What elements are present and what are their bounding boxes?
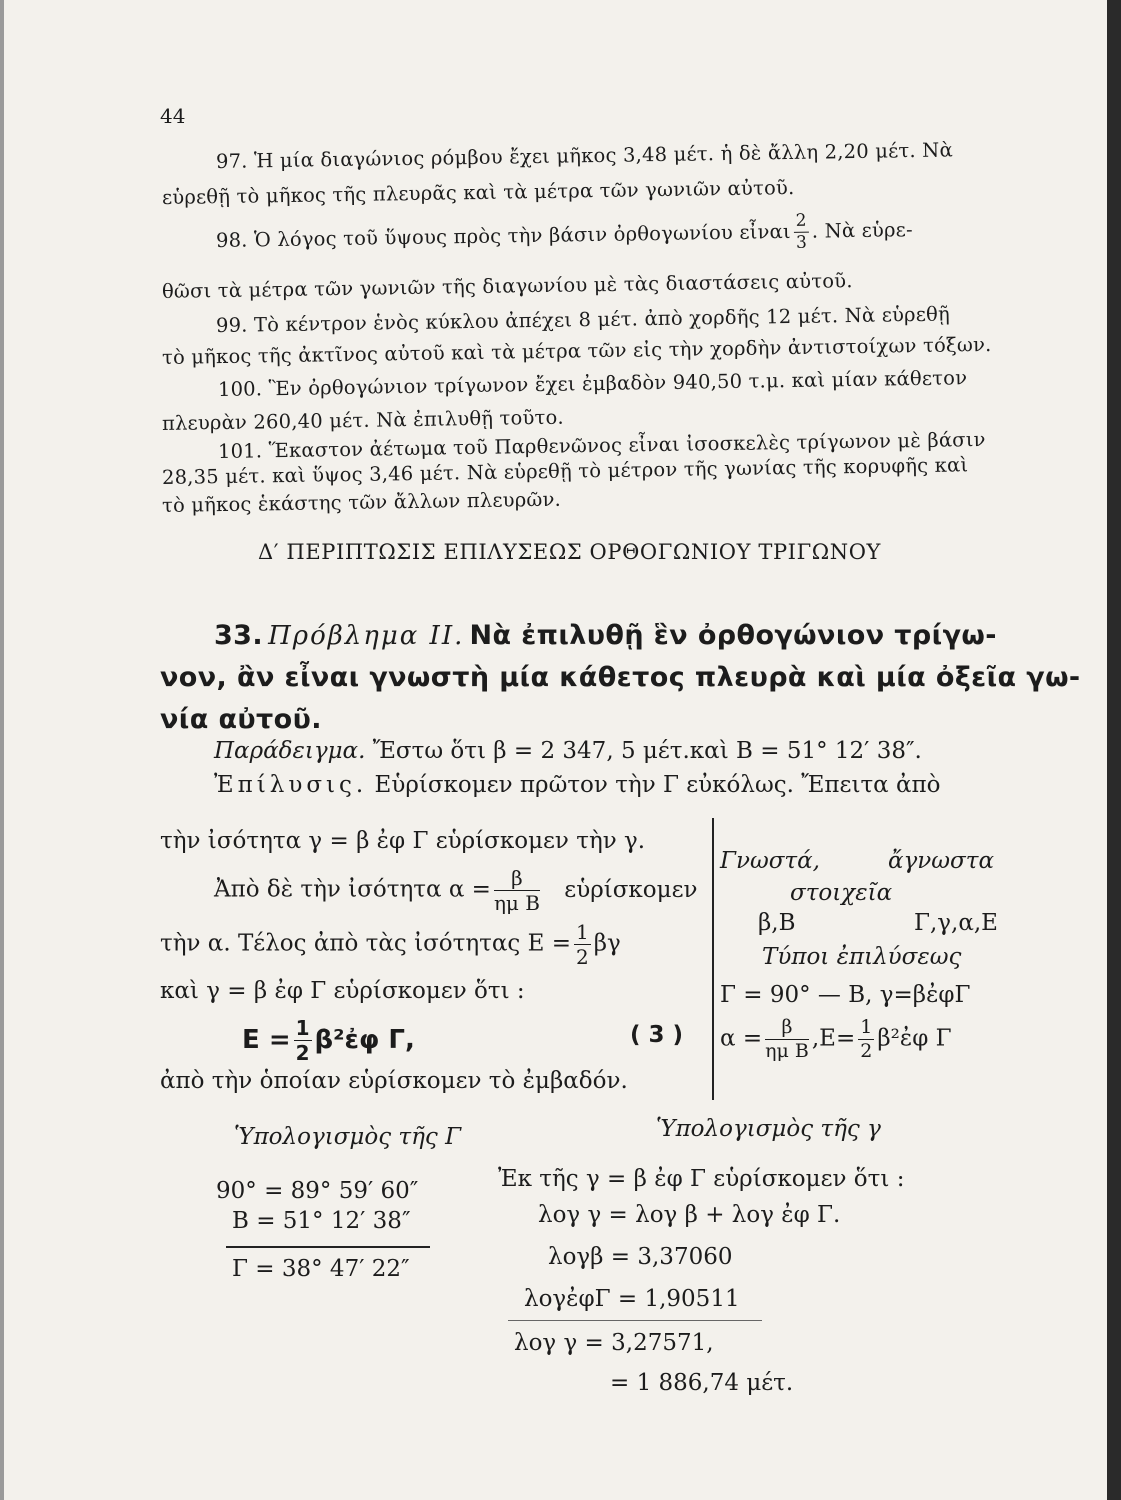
formula-tag: ( 3 ) <box>630 1022 684 1048</box>
page-left-edge <box>0 0 4 1500</box>
fraction-one-half: $\frac{1}{2}$ <box>575 920 589 969</box>
solution-line <box>214 772 941 798</box>
problem-statement-line3: νία αὐτοῦ. <box>160 704 322 735</box>
formula-alpha-area: α = $\frac{\beta}{\text{ημ Β}}$ ,Ε= $\frac{1}{2}$ β²ἐφ Γ <box>720 1016 952 1062</box>
calc-side-rule <box>508 1320 762 1321</box>
calc-angle-rule <box>226 1246 430 1248</box>
calc-angle-row1: 90° = 89° 59′ 60″ <box>216 1178 419 1204</box>
solution-label: Ἐπίλυσις. <box>214 772 368 798</box>
left-line-4: καὶ γ = β ἐφ Γ εὑρίσκομεν ὅτι : <box>160 978 525 1004</box>
problem-label: Πρόβλημα II. <box>268 621 465 651</box>
box-vertical-rule <box>712 818 714 1100</box>
exercise-97-line2: εὑρεθῇ τὸ μῆκος τῆς πλευρᾶς καὶ τὰ μέτρα τῶν γωνιῶν αὐτοῦ. <box>161 176 795 209</box>
calc-angle-title: Ὑπολογισμὸς τῆς Γ <box>234 1124 462 1150</box>
problem-statement-line2: νον, ἂν εἶναι γνωστὴ μία κάθετος πλευρὰ καὶ μία ὀξεῖα γω- <box>160 662 1081 693</box>
page-right-edge <box>1107 0 1121 1500</box>
exercise-98-line2: θῶσι τὰ μέτρα τῶν γωνιῶν τῆς διαγωνίου μὲ τὰς διαστάσεις αὐτοῦ. <box>161 269 853 303</box>
calc-side-row1: Ἐκ τῆς γ = β ἐφ Γ εὑρίσκομεν ὅτι : <box>498 1166 905 1192</box>
calc-side-title: Ὑπολογισμὸς τῆς γ <box>656 1116 881 1142</box>
exercise-99-line2: τὸ μῆκος τῆς ἀκτῖνος αὐτοῦ καὶ τὰ μέτρα τῶν εἰς τὴν χορδὴν ἀντιστοίχων τόξων. <box>161 332 992 369</box>
fraction-box-half: $\frac{1}{2}$ <box>860 1016 873 1062</box>
example-label: Παράδειγμα. <box>214 738 366 764</box>
left-line-2: Ἀπὸ δὲ τὴν ἰσότητα α = $\frac{\beta}{\text{ημ Β}}$ εὑρίσκομεν <box>214 866 698 915</box>
unknown-values: Γ,γ,α,Ε <box>914 910 998 936</box>
calc-angle-row2: Β = 51° 12′ 38″ <box>232 1208 411 1234</box>
section-title: Δ′ ΠΕΡΙΠΤΩΣΙΣ ΕΠΙΛΥΣΕΩΣ ΟΡΘΟΓΩΝΙΟΥ ΤΡΙΓΩΝΟΥ <box>258 540 882 564</box>
area-formula: Ε = $\frac{1}{2}$ β²ἐφ Γ, <box>242 1016 415 1065</box>
formulas-title: Τύποι ἐπιλύσεως <box>762 944 962 970</box>
calc-side-row5: λογ γ = 3,27571, <box>514 1330 714 1356</box>
calc-side-row6: = 1 886,74 μέτ. <box>610 1370 794 1396</box>
exercise-97-line1: 97. Ἡ μία διαγώνιος ρόμβου ἔχει μῆκος 3,48 μέτ. ἡ δὲ ἄλλη 2,20 μέτ. Νὰ <box>215 138 954 173</box>
known-values: β,Β <box>758 910 796 936</box>
formula-gamma-angle: Γ = 90° — Β, γ=βἐφΓ <box>720 982 971 1008</box>
fraction-area-half: $\frac{1}{2}$ <box>295 1016 310 1065</box>
left-line-3: τὴν α. Τέλος ἀπὸ τὰς ἰσότητας Ε = $\frac{1}{2}$ βγ <box>160 920 621 969</box>
exercise-98-line1: 98. Ὁ λόγος τοῦ ὕψους πρὸς τὴν βάσιν ὀρθογωνίου εἶναι $\frac{2}{3}$ . Νὰ εὑρε- <box>215 210 913 253</box>
left-line-1: τὴν ἰσότητα γ = β ἐφ Γ εὑρίσκομεν τὴν γ. <box>160 828 646 854</box>
exercise-99-line1: 99. Τὸ κέντρον ἑνὸς κύκλου ἀπέχει 8 μέτ. ἀπὸ χορδῆς 12 μέτ. Νὰ εὑρεθῇ <box>215 302 951 337</box>
problem-number: 33. <box>214 620 264 651</box>
solution-text: Εὑρίσκομεν πρῶτον τὴν Γ εὐκόλως. Ἔπειτα ἀπὸ <box>374 772 941 798</box>
calc-side-row2: λογ γ = λογ β + λογ ἐφ Γ. <box>538 1202 841 1228</box>
calc-side-row3: λογβ = 3,37060 <box>548 1244 733 1270</box>
problem-heading-line1 <box>214 620 997 651</box>
fraction-box-beta-sinB: $\frac{\beta}{\text{ημ Β}}$ <box>765 1016 809 1062</box>
left-line-5: ἀπὸ τὴν ὁποίαν εὑρίσκομεν τὸ ἐμβαδόν. <box>160 1068 628 1094</box>
exercise-100-line1: 100. Ἓν ὀρθογώνιον τρίγωνον ἔχει ἐμβαδὸν 940,50 τ.μ. καὶ μίαν κάθετον <box>217 366 968 401</box>
elements-label: στοιχεῖα <box>790 880 893 906</box>
page-number: 44 <box>160 104 186 128</box>
example-text: Ἔστω ὅτι β = 2 347, 5 μέτ.καὶ Β = 51° 12′ 38″. <box>372 738 922 764</box>
fraction-beta-over-sinB: $\frac{\beta}{\text{ημ Β}}$ <box>493 866 540 915</box>
exercise-100-line2: πλευρὰν 260,40 μέτ. Νὰ ἐπιλυθῇ τοῦτο. <box>161 405 565 435</box>
unknown-label: ἄγνωστα <box>888 848 994 874</box>
calc-angle-row3: Γ = 38° 47′ 22″ <box>232 1256 410 1282</box>
exercise-101-line2: 28,35 μέτ. καὶ ὕψος 3,46 μέτ. Νὰ εὑρεθῇ τὸ μέτρον τῆς γωνίας τῆς κορυφῆς καὶ <box>161 453 969 489</box>
example-line <box>214 738 922 764</box>
known-label: Γνωστά, <box>720 848 820 874</box>
calc-side-row4: λογἐφΓ = 1,90511 <box>524 1286 740 1312</box>
exercise-101-line3: τὸ μῆκος ἑκάστης τῶν ἄλλων πλευρῶν. <box>161 487 562 517</box>
exercise-101-line1: 101. Ἕκαστον ἀέτωμα τοῦ Παρθενῶνος εἶναι ἰσοσκελὲς τρίγωνον μὲ βάσιν <box>217 427 986 463</box>
fraction-two-thirds: $\frac{2}{3}$ <box>795 210 808 253</box>
problem-statement-line1: Νὰ ἐπιλυθῇ ἓν ὀρθογώνιον τρίγω- <box>469 620 997 651</box>
